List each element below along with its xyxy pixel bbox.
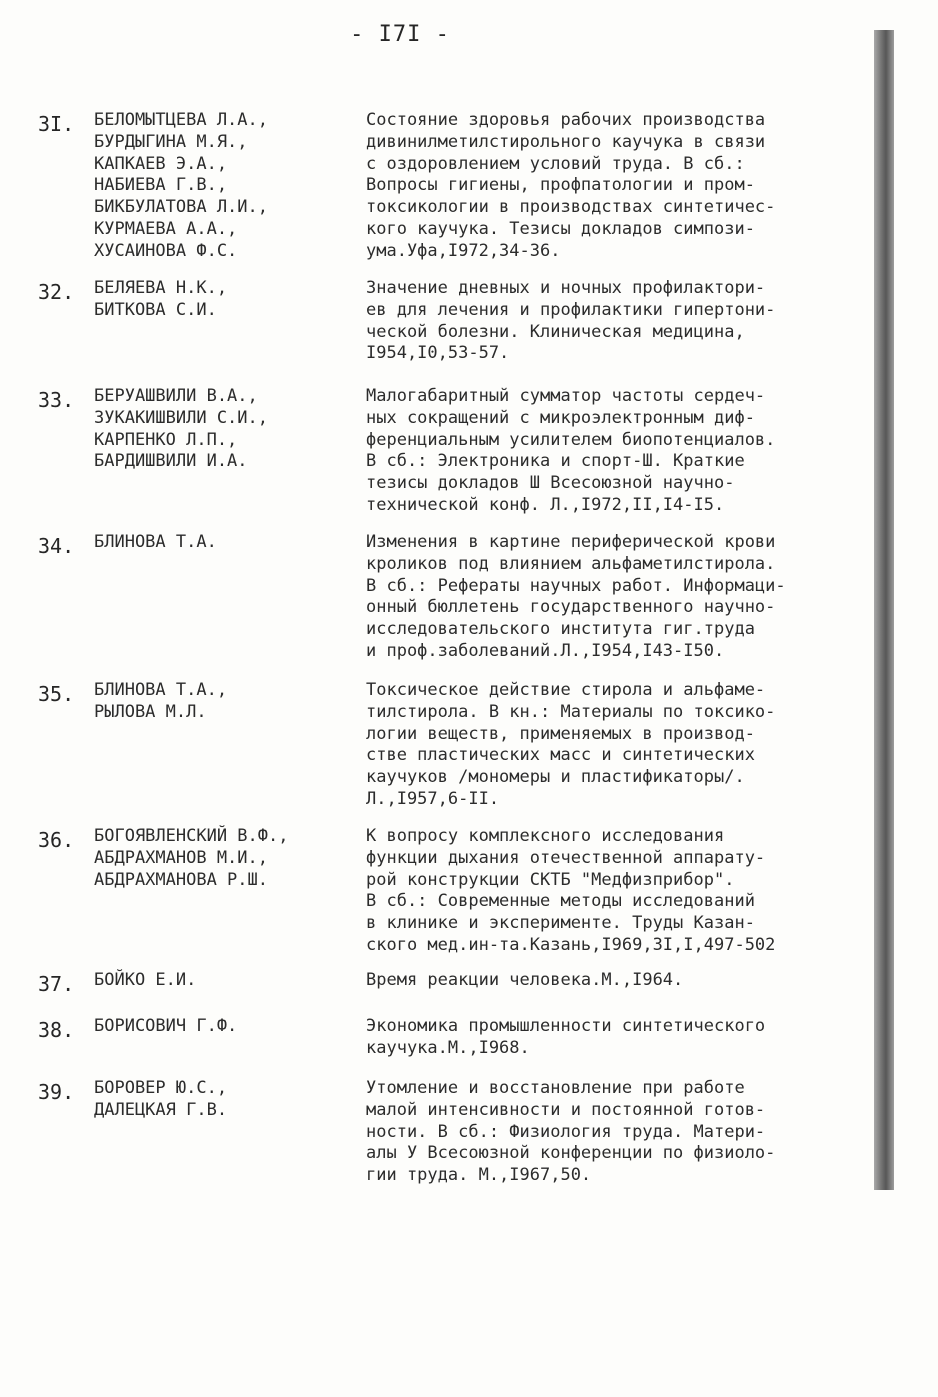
entry-number: 32. [38,280,75,304]
author-name: БИТКОВА С.И. [94,299,217,320]
entry-number: 34. [38,534,75,558]
entry-reference [366,278,878,365]
page-number: - I7I - [350,22,450,47]
author-name: БИКБУЛАТОВА Л.И., [94,197,268,218]
entry-reference [366,970,878,992]
author-name: БОГОЯВЛЕНСКИЙ В.Ф., [94,826,289,846]
entry-authors [94,680,354,724]
reference-line: Состояние здоровья рабочих производства [366,110,766,130]
entry-reference [366,826,878,957]
author-name: БЛИНОВА Т.А., [94,680,228,700]
reference-line: исследовательского института гиг.труда [366,619,755,640]
reference-line: малой интенсивности и постоянной готов- [366,1099,766,1120]
reference-line: В сб.: Рефераты научных работ. Информаци- [366,575,786,596]
entry-number: 39. [38,1080,75,1104]
reference-line: ского мед.ин-та.Казань,I969,3I,I,497-502 [366,934,776,955]
entry-number: 33. [38,388,75,412]
entry-authors [94,826,354,891]
author-name: БЛИНОВА Т.А. [94,532,217,552]
reference-line: Вопросы гигиены, профпатологии и пром- [366,175,755,196]
author-name: АБДРАХМАНОВА Р.Ш. [94,869,268,890]
author-name: ЗУКАКИШВИЛИ С.И., [94,407,268,428]
author-name: АБДРАХМАНОВ М.И., [94,847,268,868]
reference-line: ев для лечения и профилактики гипертони- [366,299,776,320]
reference-line: К вопросу комплексного исследования [366,826,725,846]
entry-authors [94,970,354,992]
entry-reference [366,386,878,517]
reference-line: стве пластических масс и синтетических [366,745,755,766]
reference-line: дивинилметилстирольного каучука в связи [366,131,766,152]
reference-line: Утомление и восстановление при работе [366,1078,745,1098]
author-name: КУРМАЕВА А.А., [94,218,238,239]
author-name: БЕРУАШВИЛИ В.А., [94,386,258,406]
reference-line: I954,I0,53-57. [366,343,510,364]
reference-line: в клинике и эксперименте. Труды Казан- [366,913,755,934]
reference-line: Токсическое действие стирола и альфаме- [366,680,766,700]
reference-line: технической конф. Л.,I972,II,I4-I5. [366,494,725,515]
entry-authors [94,278,354,322]
reference-line: В сб.: Электроника и спорт-Ш. Краткие [366,451,745,472]
author-name: БОРИСОВИЧ Г.Ф. [94,1016,238,1036]
reference-line: функции дыхания отечественной аппарату- [366,847,766,868]
entry-number: 37. [38,972,75,996]
entry-authors [94,1078,354,1122]
reference-line: и проф.заболеваний.Л.,I954,I43-I50. [366,640,725,661]
entry-reference [366,680,878,811]
entry-reference [366,532,878,663]
author-name: БОЙКО Е.И. [94,970,197,990]
entry-number: 36. [38,828,75,852]
entry-number: 35. [38,682,75,706]
reference-line: гии труда. М.,I967,50. [366,1165,592,1186]
author-name: НАБИЕВА Г.В., [94,175,228,196]
reference-line: логии веществ, применяемых в производ- [366,723,755,744]
entry-reference [366,110,878,263]
reference-line: Экономика промышленности синтетического [366,1016,766,1036]
entry-reference [366,1078,878,1187]
entry-authors [94,1016,354,1038]
reference-line: ности. В сб.: Физиология труда. Матери- [366,1121,766,1142]
author-name: КАРПЕНКО Л.П., [94,429,238,450]
entry-authors [94,532,354,554]
reference-line: тезисы докладов Ш Всесоюзной научно- [366,473,735,494]
reference-line: В сб.: Современные методы исследований [366,891,755,912]
reference-line: тилстирола. В кн.: Материалы по токсико- [366,701,776,722]
entry-reference [366,1016,878,1060]
entry-authors [94,386,354,473]
reference-line: с оздоровлением условий труда. В сб.: [366,153,745,174]
reference-line: Малогабаритный сумматор частоты сердеч- [366,386,766,406]
reference-line: Л.,I957,6-II. [366,788,500,809]
author-name: БАРДИШВИЛИ И.А. [94,451,248,472]
entry-number: 38. [38,1018,75,1042]
reference-line: Значение дневных и ночных профилактори- [366,278,766,298]
entry-authors [94,110,354,263]
author-name: БОРОВЕР Ю.С., [94,1078,228,1098]
reference-line: рой конструкции СКТБ "Медфизприбор". [366,869,735,890]
entry-number: 3I. [38,112,75,136]
reference-line: Изменения в картине периферической крови [366,532,776,552]
reference-line: кого каучука. Тезисы докладов симпози- [366,218,755,239]
author-name: РЫЛОВА М.Л. [94,701,207,722]
reference-line: кроликов под влиянием альфаметилстирола. [366,553,776,574]
author-name: КАПКАЕВ Э.А., [94,153,228,174]
reference-line: ференциальным усилителем биопотенциалов. [366,429,776,450]
reference-line: ума.Уфа,I972,34-36. [366,240,561,261]
author-name: БЕЛОМЫТЦЕВА Л.А., [94,110,268,130]
author-name: ХУСАИНОВА Ф.С. [94,240,238,261]
reference-line: каучуков /мономеры и пластификаторы/. [366,767,745,788]
author-name: ДАЛЕЦКАЯ Г.В. [94,1099,228,1120]
author-name: БЕЛЯЕВА Н.К., [94,278,228,298]
reference-line: ных сокращений с микроэлектронным диф- [366,407,755,428]
reference-line: онный бюллетень государственного научно- [366,597,776,618]
reference-line: алы У Всесоюзной конференции по физиоло- [366,1143,776,1164]
reference-line: Время реакции человека.М.,I964. [366,970,684,990]
author-name: БУРДЫГИНА М.Я., [94,131,248,152]
reference-line: каучука.М.,I968. [366,1037,530,1058]
reference-line: токсикологии в производствах синтетичес- [366,197,776,218]
reference-line: ческой болезни. Клиническая медицина, [366,321,745,342]
